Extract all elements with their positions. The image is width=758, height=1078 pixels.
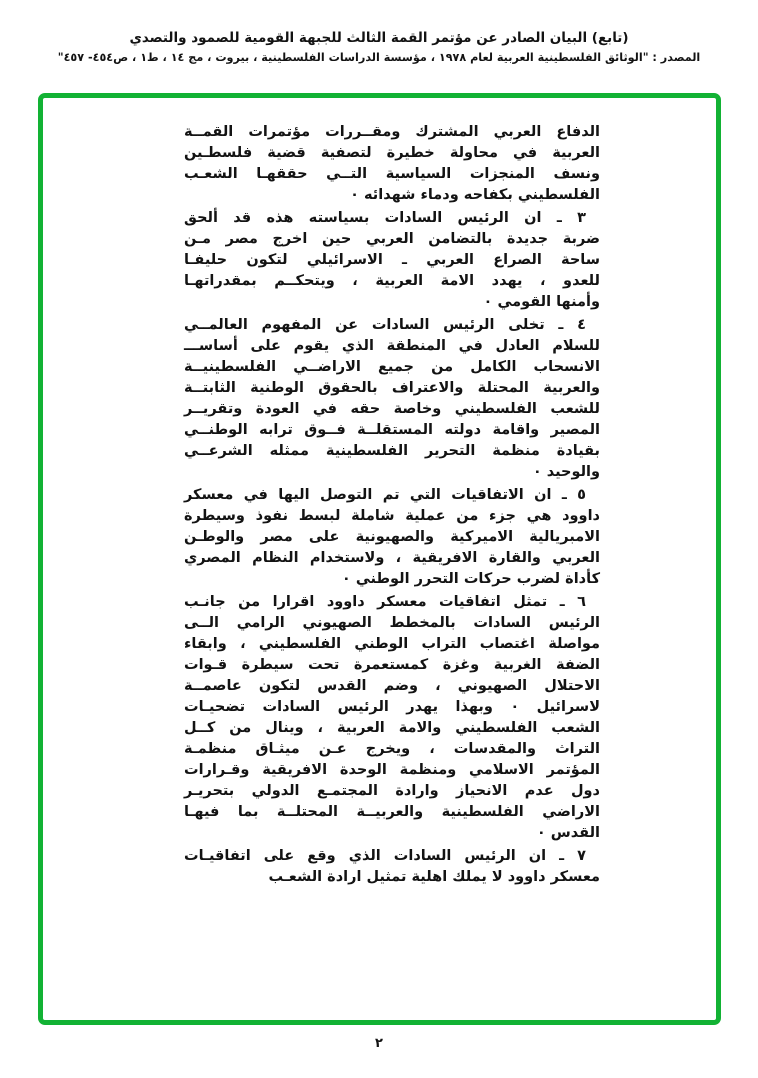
text-line: وأمنها القومي ٠ <box>483 294 600 310</box>
text-line: القدس ٠ <box>536 825 600 841</box>
paragraph <box>184 315 600 483</box>
paragraph <box>184 122 600 206</box>
text-line: الفلسطيني بكفاحه ودماء شهدائه ٠ <box>350 187 600 203</box>
text-line: مواصلة اغتصاب التراب الوطني الفلسطيني ، وابقاء <box>184 636 600 652</box>
text-line: كأداة لضرب حركات التحرر الوطني ٠ <box>341 571 600 587</box>
text-line: التراث والمقدسات ، ويخرج عـن ميثـاق منظمـة <box>184 741 600 757</box>
text-line: ٦ ـ تمثل اتفاقيات معسكر داوود اقرارا من جانـب <box>184 594 586 610</box>
text-line: للعدو ، يهدد الامة العربية ، ويتحكــم بمقدراتهـا <box>184 273 600 289</box>
text-line: لاسرائيل ٠ وبهذا يهدر الرئيس السادات تضحيـات <box>184 699 600 715</box>
text-line: ٤ ـ تخلى الرئيس السادات عن المفهوم العالمــي <box>184 317 586 333</box>
document-title: (تابع) البيان الصادر عن مؤتمر القمة الثالث للجبهة القومية للصمود والتصدي <box>129 30 629 46</box>
text-line: الاحتلال الصهيوني ، وضم القدس لتكون عاصمــة <box>184 678 600 694</box>
text-line: الضفة الغربية وغزة كمستعمرة تحت سيطرة قـوات <box>184 657 600 673</box>
text-line: والعربية المحتلة والاعتراف بالحقوق الوطنية الثابتــة <box>184 380 600 396</box>
text-line: المؤتمر الاسلامي ومنظمة الوحدة الافريقية وقـرارات <box>184 762 600 778</box>
document-source-line: المصدر : "الوثائق الفلسطينية العربية لعام ١٩٧٨ ، مؤسسة الدراسات الفلسطينية ، بيروت ، مج ١٤ ، ط١ ، ص٤٥٤- ٤٥٧" <box>57 51 701 64</box>
text-line: الاراضي الفلسطينية والعربيــة المحتلــة بما فيهـا <box>184 804 600 820</box>
paragraph <box>184 592 600 844</box>
text-line: والوحيد ٠ <box>532 464 600 480</box>
page-header <box>0 30 758 64</box>
text-line: بقيادة منظمة التحرير الفلسطينية ممثله الشرعــي <box>184 443 600 459</box>
text-line: الدفاع العربي المشترك ومقــررات مؤتمرات القمــة <box>184 124 600 140</box>
text-line: ٣ ـ ان الرئيس السادات بسياسته هذه قد ألحق <box>184 210 586 226</box>
text-column <box>184 122 600 890</box>
paragraph <box>184 485 600 590</box>
text-line: معسكر داوود لا يملك اهلية تمثيل ارادة الشعـب <box>268 869 600 885</box>
text-line: للسلام العادل في المنطقة الذي يقوم على أساســـ <box>184 338 600 354</box>
text-line: المصير واقامة دولته المستقلــة فــوق ترابه الوطنــي <box>184 422 600 438</box>
text-line: داوود هي جزء من عملية شاملة لبسط نفوذ وسيطرة <box>184 508 600 524</box>
text-line: دول عدم الانحياز وارادة المجتمـع الدولي بتحريـر <box>184 783 600 799</box>
text-line: ساحة الصراع العربي ـ الاسرائيلي لتكون حليفـا <box>184 252 600 268</box>
text-line: الشعب الفلسطيني والامة العربية ، وينال من كــل <box>184 720 600 736</box>
text-line: العربي والقارة الافريقية ، ولاستخدام النظام المصري <box>184 550 600 566</box>
text-line: العربية في محاولة خطيرة لتصفية قضية فلسطـين <box>184 145 600 161</box>
paragraph <box>184 846 600 888</box>
text-line: للشعب الفلسطيني وخاصة حقه في العودة وتقريــر <box>184 401 600 417</box>
text-line: ٥ ـ ان الاتفاقيات التي تم التوصل اليها في معسكر <box>184 487 586 503</box>
text-line: ٧ ـ ان الرئيس السادات الذي وقع على اتفاقيـات <box>184 848 586 864</box>
text-line: ضربة جديدة بالتضامن العربي حين اخرج مصر مـن <box>184 231 600 247</box>
text-line: الرئيس السادات بالمخطط الصهيوني الرامي الــى <box>184 615 600 631</box>
paragraph <box>184 208 600 313</box>
text-line: الامبريالية الاميركية والصهيونية على مصر والوطـن <box>184 529 600 545</box>
text-line: الانسحاب الكامل من جميع الاراضــي الفلسطينيــة <box>184 359 600 375</box>
page-number: ٢ <box>375 1036 383 1051</box>
text-line: ونسف المنجزات السياسية التــي حققهـا الشعـب <box>184 166 600 182</box>
